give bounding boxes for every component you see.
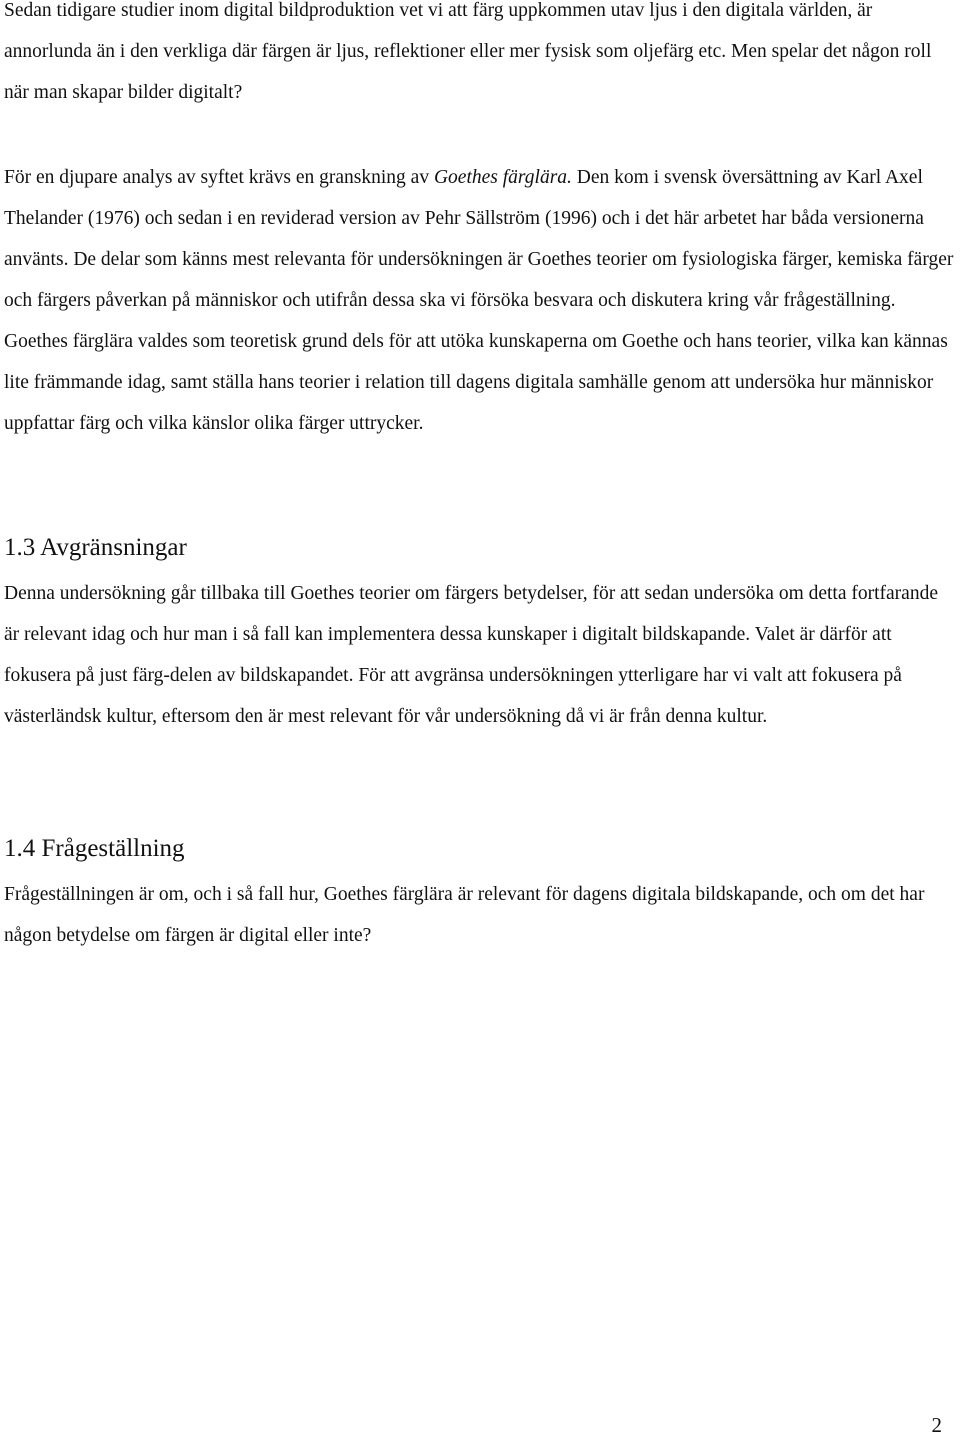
fragestallning-paragraph: Frågeställningen är om, och i så fall hur, Goethes färglära är relevant för dagens digitala bildskapande, och om det har någon betydelse om färgen är digital eller inte? — [4, 884, 925, 946]
book-title: Goethes färglära. — [433, 167, 572, 188]
page-number: 2 — [931, 1413, 942, 1437]
analysis-paragraph — [4, 157, 954, 444]
analysis-text-rest: Den kom i svensk översättning av Karl Axel Thelander (1976) och sedan i en reviderad version av Pehr Sällström (1996) och i det här arbetet har båda versionerna använts. De delar som känns mest relevanta för undersökningen är Goethes teorier om fysiologiska färger, kemiska färger och färgers påverkan på människor och utifrån dessa ska vi försöka besvara och diskutera kring vår frågeställning. Goethes färglära valdes som teoretisk grund dels för att utöka kunskaperna om Goethe och hans teorier, vilka kan kännas lite främmande idag, samt ställa hans teorier i relation till dagens digitala samhälle genom att undersöka hur människor uppfattar färg och vilka känslor olika färger uttrycker. — [4, 167, 954, 434]
intro-paragraph: Sedan tidigare studier inom digital bildproduktion vet vi att färg uppkommen utav ljus i den digitala världen, är annorlunda än i den verkliga där färgen är ljus, reflektioner eller mer fysisk som oljefärg etc. Men spelar det någon roll när man skapar bilder digitalt? — [4, 0, 932, 103]
avgransningar-paragraph: Denna undersökning går tillbaka till Goethes teorier om färgers betydelser, för att sedan undersöka om detta fortfarande är relevant idag och hur man i så fall kan implementera dessa kunskaper i digitalt bildskapande. Valet är därför att fokusera på just färg-delen av bildskapandet. För att avgränsa undersökningen ytterligare har vi valt att fokusera på västerländsk kultur, eftersom den är mest relevant för vår undersökning då vi är från denna kultur. — [4, 583, 938, 727]
section-heading-fragestallning: 1.4 Frågeställning — [4, 835, 185, 862]
section-heading-avgransningar: 1.3 Avgränsningar — [4, 534, 187, 561]
analysis-text-start: För en djupare analys av syftet krävs en granskning av — [4, 167, 434, 188]
